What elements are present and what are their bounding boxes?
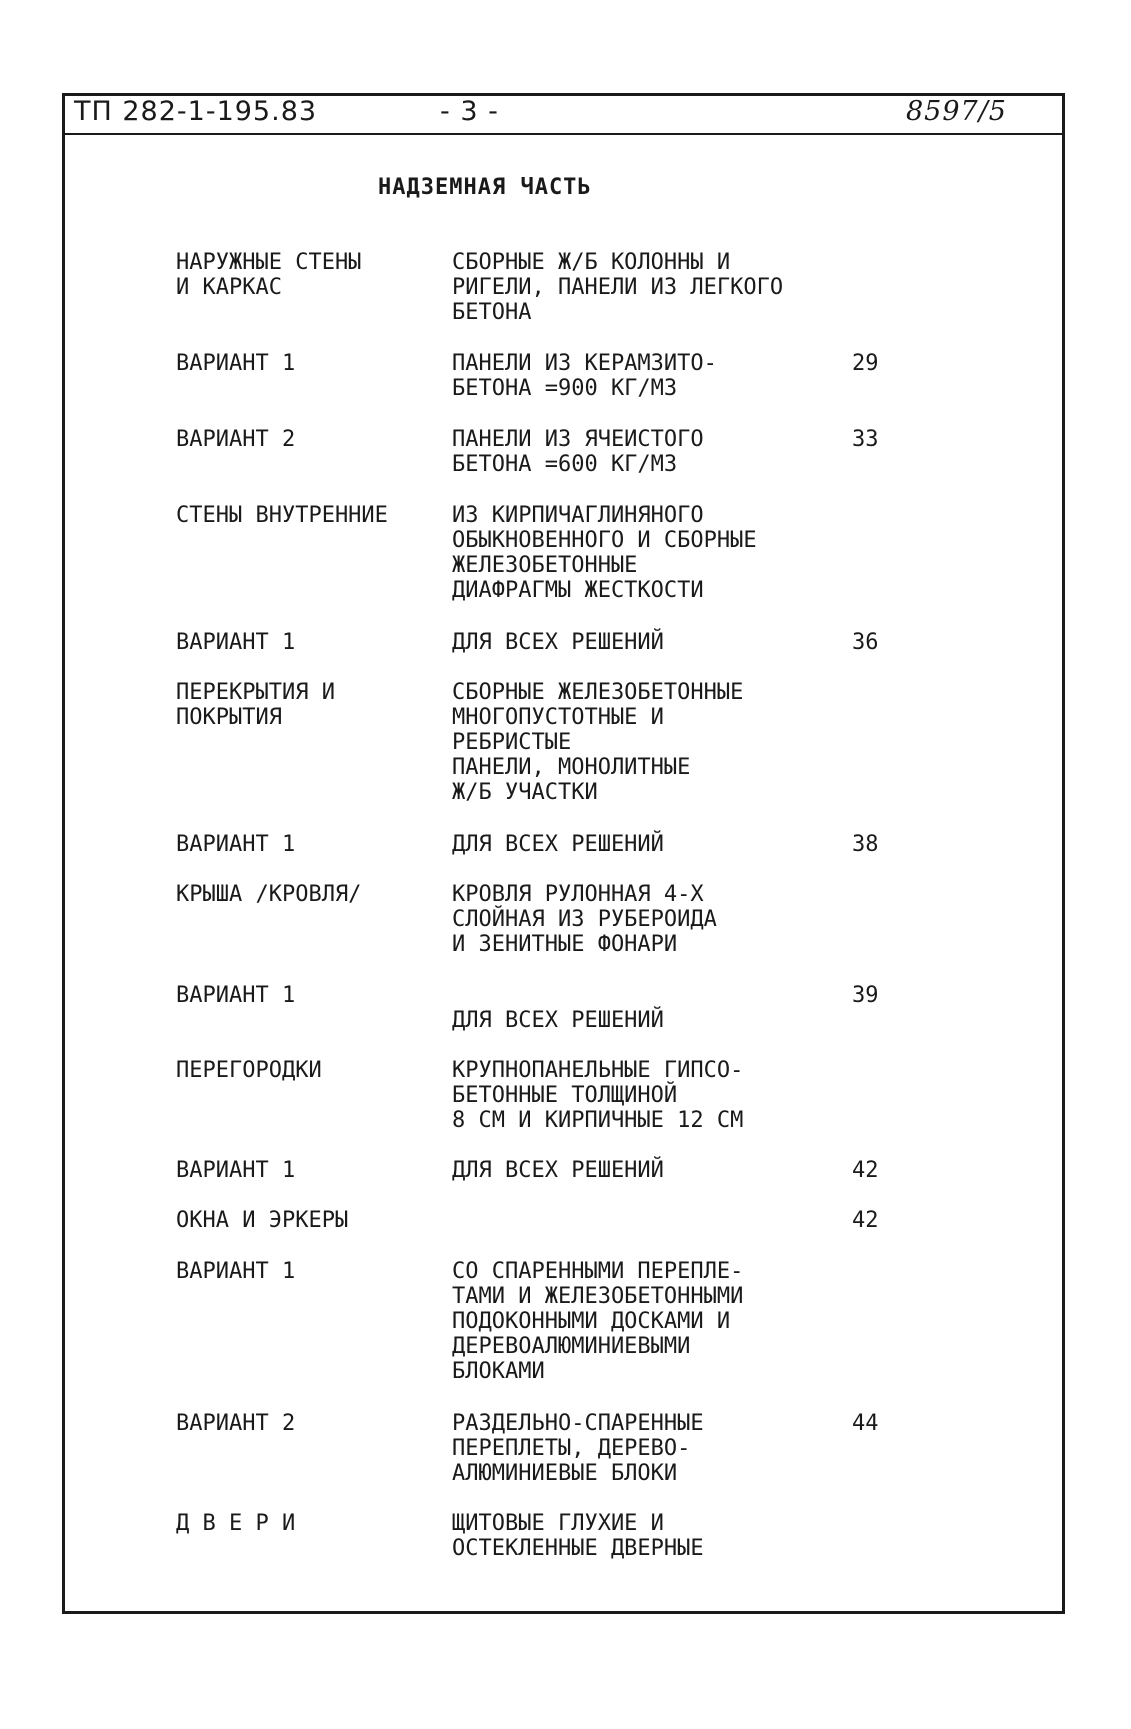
- item-label: ВАРИАНТ 2: [176, 427, 296, 452]
- item-page: 39: [852, 983, 879, 1008]
- item-description: ДЛЯ ВСЕХ РЕШЕНИЙ: [452, 1158, 664, 1183]
- section-title: НАДЗЕМНАЯ ЧАСТЬ: [378, 175, 592, 200]
- item-label: ПЕРЕГОРОДКИ: [176, 1058, 322, 1083]
- item-label: ВАРИАНТ 1: [176, 630, 296, 655]
- page-number: - 3 -: [440, 96, 499, 127]
- item-description: КРОВЛЯ РУЛОННАЯ 4-Х СЛОЙНАЯ ИЗ РУБЕРОИДА И ЗЕНИТНЫЕ ФОНАРИ: [452, 882, 717, 957]
- item-description: ПАНЕЛИ ИЗ ЯЧЕИСТОГО БЕТОНА =600 КГ/М3: [452, 427, 704, 477]
- item-description: РАЗДЕЛЬНО-СПАРЕННЫЕ ПЕРЕПЛЕТЫ, ДЕРЕВО- АЛЮМИНИЕВЫЕ БЛОКИ: [452, 1411, 704, 1486]
- item-description: ДЛЯ ВСЕХ РЕШЕНИЙ: [452, 1008, 664, 1033]
- item-page: 42: [852, 1158, 879, 1183]
- document-code: ТП 282-1-195.83: [74, 96, 318, 127]
- item-label: ВАРИАНТ 1: [176, 1158, 296, 1183]
- item-description: ПАНЕЛИ ИЗ КЕРАМЗИТО- БЕТОНА =900 КГ/М3: [452, 351, 717, 401]
- item-label: Д В Е Р И: [176, 1511, 296, 1536]
- item-page: 29: [852, 351, 879, 376]
- item-label: ПЕРЕКРЫТИЯ И ПОКРЫТИЯ: [176, 680, 335, 730]
- item-description: СО СПАРЕННЫМИ ПЕРЕПЛЕ- ТАМИ И ЖЕЛЕЗОБЕТОННЫМИ ПОДОКОННЫМИ ДОСКАМИ И ДЕРЕВОАЛЮМИНИЕВЫМИ БЛОКАМИ: [452, 1259, 744, 1384]
- item-label: НАРУЖНЫЕ СТЕНЫ И КАРКАС: [176, 250, 362, 300]
- item-label: ВАРИАНТ 1: [176, 983, 296, 1008]
- item-page: 44: [852, 1411, 879, 1436]
- item-page: 36: [852, 630, 879, 655]
- item-label: ВАРИАНТ 1: [176, 1259, 296, 1284]
- item-label: ВАРИАНТ 1: [176, 832, 296, 857]
- item-label: ОКНА И ЭРКЕРЫ: [176, 1208, 349, 1233]
- item-page: 38: [852, 832, 879, 857]
- item-label: КРЫША /КРОВЛЯ/: [176, 882, 362, 907]
- item-page: 42: [852, 1208, 879, 1233]
- item-description: СБОРНЫЕ Ж/Б КОЛОННЫ И РИГЕЛИ, ПАНЕЛИ ИЗ ЛЕГКОГО БЕТОНА: [452, 250, 784, 325]
- item-description: ДЛЯ ВСЕХ РЕШЕНИЙ: [452, 832, 664, 857]
- item-label: ВАРИАНТ 2: [176, 1411, 296, 1436]
- item-label: ВАРИАНТ 1: [176, 351, 296, 376]
- item-page: 33: [852, 427, 879, 452]
- header-divider: [62, 133, 1065, 135]
- item-description: СБОРНЫЕ ЖЕЛЕЗОБЕТОННЫЕ МНОГОПУСТОТНЫЕ И РЕБРИСТЫЕ ПАНЕЛИ, МОНОЛИТНЫЕ Ж/Б УЧАСТКИ: [452, 680, 744, 805]
- item-description: КРУПНОПАНЕЛЬНЫЕ ГИПСО- БЕТОННЫЕ ТОЛЩИНОЙ 8 СМ И КИРПИЧНЫЕ 12 СМ: [452, 1058, 744, 1133]
- item-label: СТЕНЫ ВНУТРЕННИЕ: [176, 503, 388, 528]
- item-description: ЩИТОВЫЕ ГЛУХИЕ И ОСТЕКЛЕННЫЕ ДВЕРНЫЕ: [452, 1511, 704, 1561]
- sheet-reference: 8597/5: [906, 96, 1007, 127]
- item-description: ИЗ КИРПИЧАГЛИНЯНОГО ОБЫКНОВЕННОГО И СБОРНЫЕ ЖЕЛЕЗОБЕТОННЫЕ ДИАФРАГМЫ ЖЕСТКОСТИ: [452, 503, 757, 603]
- item-description: ДЛЯ ВСЕХ РЕШЕНИЙ: [452, 630, 664, 655]
